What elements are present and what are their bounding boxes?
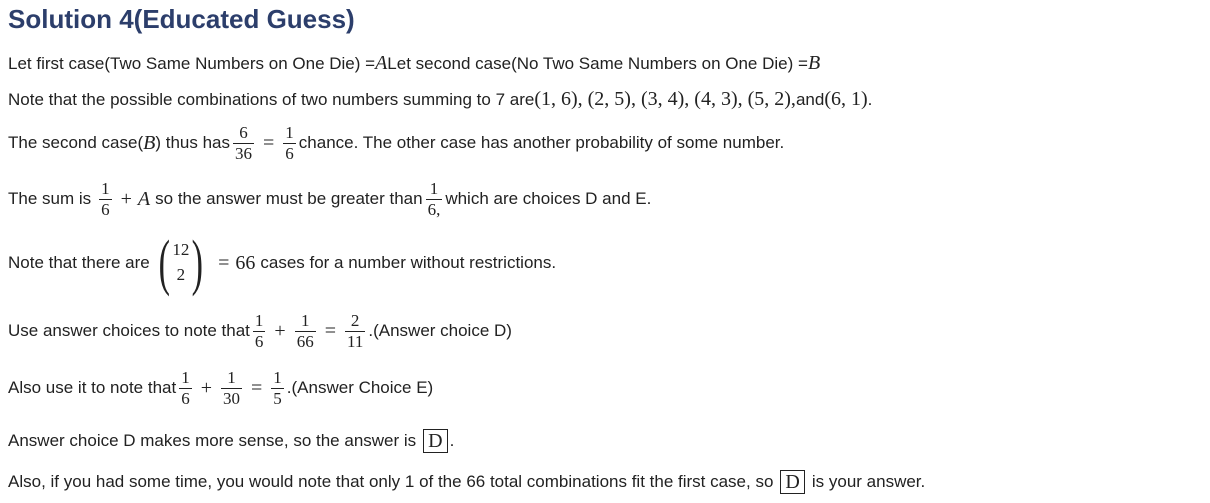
text: so the answer must be greater than [155, 189, 423, 209]
fraction: $\frac{1}{6}$ [285, 123, 294, 163]
boxed-answer: D [423, 429, 447, 453]
text: and [795, 89, 825, 109]
text: . [867, 89, 873, 109]
text: cases for a number without restrictions. [260, 253, 557, 272]
text: Also use it to note that [8, 378, 177, 398]
binomial-coefficient: ( 12 2 ) [158, 229, 204, 297]
right-paren: ) [192, 229, 204, 297]
final-answer-line [8, 470, 925, 494]
fraction: $\frac{1}{5}$ [273, 368, 282, 408]
text: Let first case(Two Same Numbers on One Die) = [8, 53, 376, 73]
math-var-b: B [143, 131, 156, 154]
fraction: $\frac{1}{30}$ [223, 368, 240, 408]
solution-heading: Solution 4(Educated Guess) [8, 4, 355, 34]
text: Also, if you had some time, you would note that only 1 of the 66 total combinations fit the first case, so [8, 472, 774, 491]
text: The second case( [8, 133, 144, 153]
fraction: $\frac{1}{6}$ [101, 179, 110, 219]
text: Note that the possible combinations of two numbers summing to 7 are [8, 89, 535, 109]
left-paren: ( [158, 229, 170, 297]
choice-d-line [8, 312, 512, 351]
text: .(Answer Choice E) [286, 378, 434, 398]
equals-sign: = [324, 319, 336, 342]
fraction: $\frac{6}{36}$ [235, 123, 253, 163]
text: which are choices D and E. [445, 189, 652, 209]
text: Answer choice D makes more sense, so the answer is [8, 431, 417, 450]
math-pair-last: (6, 1) [824, 88, 868, 110]
plus-sign: + [200, 376, 212, 399]
combinations-line [8, 88, 872, 111]
text: Use answer choices to note that [8, 321, 250, 341]
sum-line [8, 180, 651, 219]
fraction: $\frac{1}{66}$ [296, 311, 314, 351]
binomial-line [8, 229, 557, 297]
fraction: $\frac{1}{6}$ [181, 368, 190, 408]
boxed-answer: D [780, 470, 804, 494]
plus-sign: + [120, 187, 132, 210]
text: . [449, 431, 455, 450]
math-var-a: A [137, 187, 151, 210]
plus-sign: + [274, 319, 286, 342]
answer-line [8, 429, 454, 453]
equals-sign: = [263, 131, 275, 154]
fraction: $\frac{1}{6,}$ [427, 179, 441, 219]
text: is your answer. [811, 472, 926, 491]
text: The sum is [8, 189, 92, 209]
equals-sign: = [251, 376, 263, 399]
fraction: $\frac{1}{6}$ [254, 311, 264, 351]
second-case-line [8, 124, 784, 163]
text: Note that there are [8, 253, 150, 272]
text: chance. The other case has another probability of some number. [298, 133, 785, 153]
equals-sign: = [218, 251, 230, 274]
math-var-a: A [375, 52, 388, 74]
math-number: 66 [235, 251, 256, 274]
text: .(Answer choice D) [368, 321, 512, 341]
case-definitions-line [8, 52, 820, 75]
text: ) thus has [155, 133, 231, 153]
choice-e-line [8, 369, 433, 408]
math-var-b: B [807, 52, 821, 74]
fraction: $\frac{2}{11}$ [346, 311, 364, 351]
text: Let second case(No Two Same Numbers on One Die) = [387, 53, 808, 73]
math-pairs: (1, 6), (2, 5), (3, 4), (4, 3), (5, 2), [534, 88, 796, 110]
